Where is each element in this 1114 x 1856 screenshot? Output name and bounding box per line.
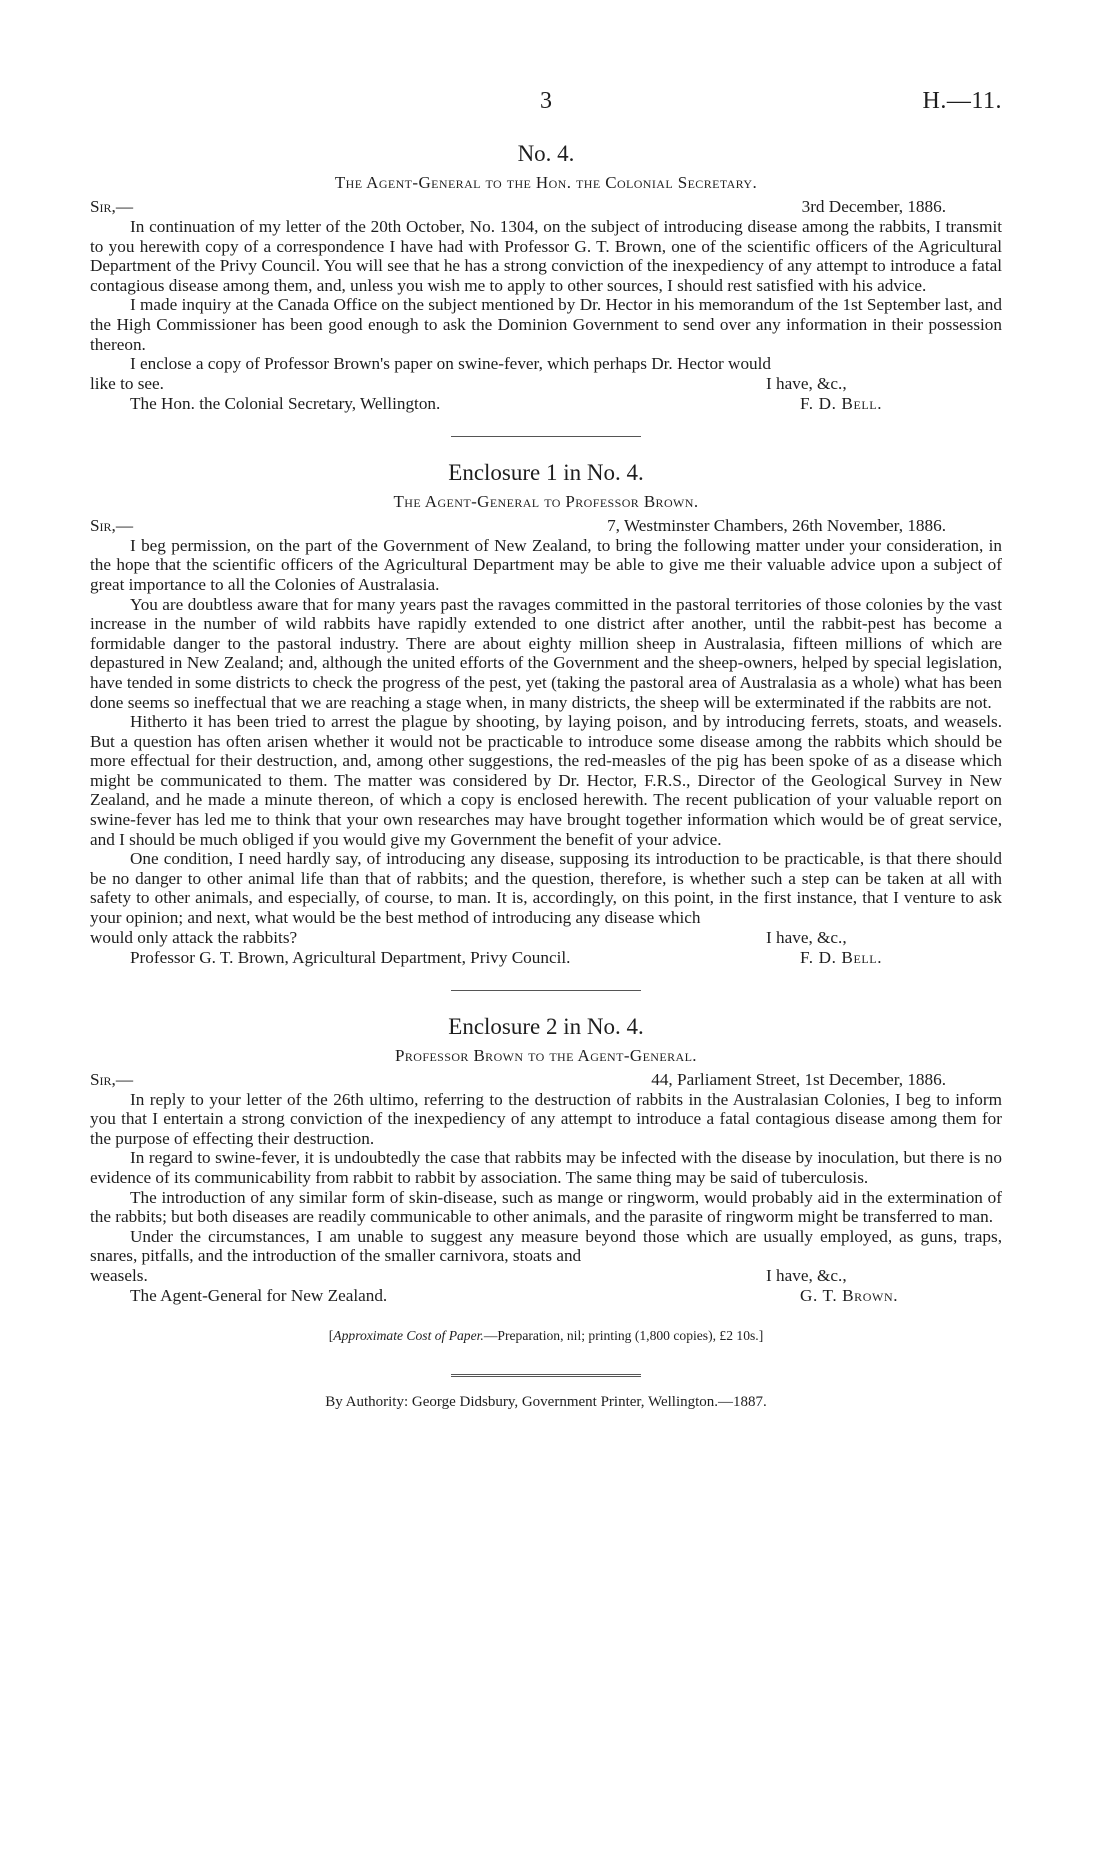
letter-subtitle: The Agent-General to Professor Brown.	[393, 491, 699, 511]
enclosure-1	[90, 459, 1002, 968]
valediction: I have, &c.,	[766, 1265, 847, 1285]
page-header	[90, 88, 1002, 118]
letter-subtitle: The Agent-General to the Hon. the Colonial Secretary.	[334, 173, 758, 192]
signature: G. T. Brown.	[800, 1285, 899, 1305]
salutation: Sir,—	[90, 1069, 134, 1089]
cost-text: —Preparation, nil; printing (1,800 copies), £2 10s.	[483, 1327, 759, 1343]
footer-divider	[451, 1374, 641, 1377]
salutation: Sir,—	[90, 197, 134, 216]
addressee: Professor G. T. Brown, Agricultural Department, Privy Council.	[130, 947, 571, 967]
letter-subtitle: Professor Brown to the Agent-General.	[395, 1045, 697, 1065]
paragraph: I enclose a copy of Professor Brown's paper on swine-fever, which perhaps Dr. Hector would	[130, 354, 772, 374]
closing-text: like to see.	[90, 373, 164, 393]
page-content	[90, 140, 1002, 1412]
printer-authority: By Authority: George Didsbury, Government Printer, Wellington.—1887.	[325, 1393, 767, 1410]
closing-text: would only attack the rabbits?	[90, 927, 298, 947]
letter-date: 7, Westminster Chambers, 26th November, 1886.	[607, 515, 946, 535]
paragraph: The introduction of any similar form of skin-disease, such as mange or ringworm, would probably aid in the extermination of the rabbits; but both diseases are readily communicable to other animals, and the parasite of ringworm might be transferred to man.	[90, 1187, 1002, 1227]
letter-title: Enclosure 1 in No. 4.	[448, 459, 644, 485]
letter-date: 44, Parliament Street, 1st December, 1886.	[651, 1069, 946, 1089]
signature: F. D. Bell.	[800, 947, 883, 967]
paragraph: One condition, I need hardly say, of introducing any disease, supposing its introduction to be practicable, is that there should be no danger to other animal life than that of rabbits; and the question, therefore, is whether such a step can be taken at all with safety to other animals, and especially, of course, to man. It is, accordingly, on this point, in the first instance, that I venture to ask your opinion; and next, what would be the best method of introducing any disease which	[90, 849, 1002, 928]
paragraph: In regard to swine-fever, it is undoubtedly the case that rabbits may be infected with the disease by inoculation, but there is no evidence of its communicability from rabbit to rabbit by association. The same thing may be said of tuberculosis.	[90, 1148, 1002, 1187]
page-number: 3	[540, 88, 552, 114]
addressee: The Agent-General for New Zealand.	[130, 1285, 388, 1305]
cost-label: Approximate Cost of Paper.	[333, 1327, 484, 1343]
closing-text: weasels.	[90, 1265, 148, 1285]
paragraph: Under the circumstances, I am unable to suggest any measure beyond those which are usually employed, as guns, traps, snares, pitfalls, and the introduction of the smaller carnivora, stoats and	[90, 1226, 1002, 1266]
salutation: Sir,—	[90, 515, 134, 535]
paragraph: I beg permission, on the part of the Government of New Zealand, to bring the following matter under your consideration, in the hope that the scientific officers of the Agricultural Department may be able to give me their valuable advice upon a subject of great importance to all the Colonies of Australasia.	[90, 535, 1002, 594]
letter-date: 3rd December, 1886.	[801, 197, 946, 216]
section-divider	[451, 436, 641, 437]
cost-note: [Approximate Cost of Paper.—Preparation, nil; printing (1,800 copies), £2 10s.]	[328, 1327, 764, 1343]
paragraph: You are doubtless aware that for many years past the ravages committed in the pastoral territories of those colonies by the vast increase in the number of wild rabbits have rapidly extended to one district after another, until the rabbit-pest has become a formidable danger to the pastoral industry. There are about eighty million sheep in Australasia, fifteen millions of which are depastured in New Zealand; and, although the united efforts of the Government and the sheep-owners, helped by special legislation, have tended in some districts to check the progress of the pest, yet (taking the pastoral area of Australasia as a whole) what has been done seems so ineffectual that we are reaching a stage when, in many districts, the sheep will be exterminated if the rabbits are not.	[90, 594, 1002, 712]
section-divider	[451, 990, 641, 991]
valediction: I have, &c.,	[766, 927, 847, 947]
valediction: I have, &c.,	[766, 373, 847, 393]
document-code: H.—11.	[922, 88, 1002, 114]
paragraph: Hitherto it has been tried to arrest the plague by shooting, by laying poison, and by introducing ferrets, stoats, and weasels. But a question has often arisen whether it would not be practicable to introduce some disease among the rabbits which should be more effectual for their destruction, and, among other suggestions, the red-measles of the pig has been spoke of as a disease which might be communicated to them. The matter was considered by Dr. Hector, F.R.S., Director of the Geological Survey in New Zealand, and he made a minute thereon, of which a copy is enclosed herewith. The recent publication of your valuable report on swine-fever has led me to think that your own researches may have brought together information which would be of great service, and I should be much obliged if you would give my Government the benefit of your advice.	[90, 712, 1002, 849]
paragraph: In reply to your letter of the 26th ultimo, referring to the destruction of rabbits in the Australasian Colonies, I beg to inform you that I entertain a strong conviction of the inexpediency of any attempt to introduce a fatal contagious disease among them for the purpose of effecting their destruction.	[90, 1089, 1002, 1148]
letter-title: No. 4.	[517, 141, 575, 166]
paragraph: I made inquiry at the Canada Office on the subject mentioned by Dr. Hector in his memorandum of the 1st September last, and the High Commissioner has been good enough to ask the Dominion Government to send over any information in their possession thereon.	[90, 295, 1002, 354]
signature: F. D. Bell.	[800, 393, 883, 413]
letter-title: Enclosure 2 in No. 4.	[448, 1013, 644, 1039]
enclosure-2	[90, 1013, 1002, 1306]
addressee: The Hon. the Colonial Secretary, Wellington.	[130, 393, 441, 413]
paragraph: In continuation of my letter of the 20th October, No. 1304, on the subject of introducing disease among the rabbits, I transmit to you herewith copy of a correspondence I have had with Professor G. T. Brown, one of the scientific officers of the Agricultural Department of the Privy Council. You will see that he has a strong conviction of the inexpediency of any attempt to introduce a fatal contagious disease among them, and, unless you wish me to apply to other sources, I should rest satisfied with his advice.	[90, 217, 1002, 295]
letter-no-4	[90, 140, 1002, 414]
